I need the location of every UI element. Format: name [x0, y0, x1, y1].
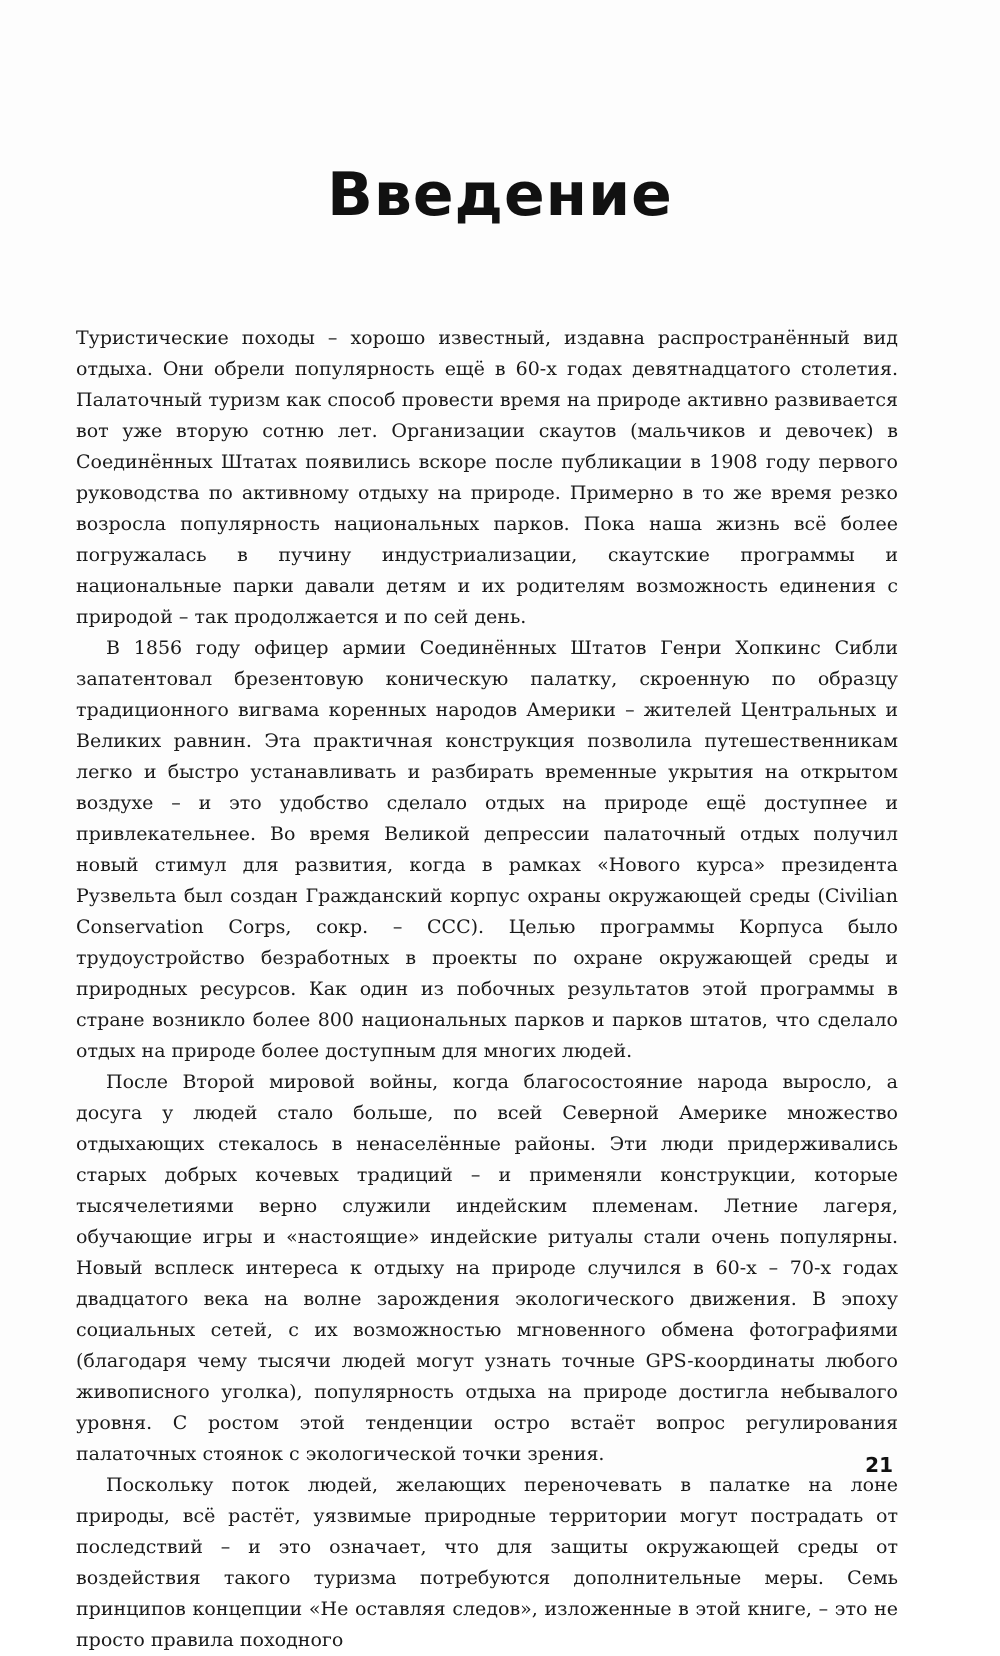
chapter-title: Введение — [327, 160, 673, 230]
paragraph: Туристические походы – хорошо известный, издавна распространённый вид отдыха. Они обрели популярность ещё в 60-х годах девятнадцатого столетия. Палаточный туризм как способ провести время на природе активно развивается вот уже вторую сотню лет. Организации скаутов (мальчиков и девочек) в Соединённых Штатах появились вскоре после публикации в 1908 году первого руководства по активному отдыху на природе. Примерно в то же время резко возросла популярность национальных парков. Пока наша жизнь всё более погружалась в пучину индустриализации, скаутские программы и национальные парки давали детям и их родителям возможность единения с природой – так продолжается и по сей день. — [76, 327, 898, 628]
paragraph: После Второй мировой войны, когда благосостояние народа выросло, а досуга у людей стало больше, по всей Северной Америке множество отдыхающих стекалось в ненаселённые районы. Эти люди придерживались старых добрых кочевых традиций – и применяли конструкции, которые тысячелетиями верно служили индейским племенам. Летние лагеря, обучающие игры и «настоящие» индейские ритуалы стали очень популярны. Новый всплеск интереса к отдыху на природе случился в 60-х – 70-х годах двадцатого века на волне зарождения экологического движения. В эпоху социальных сетей, с их возможностью мгновенного обмена фотографиями (благодаря чему тысячи людей могут узнать точные GPS-координаты любого живописного уголка), популярность отдыха на природе достигла небывалого уровня. С ростом этой тенденции остро встаёт вопрос регулирования палаточных стоянок с экологической точки зрения. — [76, 1071, 898, 1465]
page-number: 21 — [865, 1453, 893, 1477]
paragraph: Поскольку поток людей, желающих переночевать в палатке на лоне природы, всё растёт, уязвимые природные территории могут пострадать от последствий – и это означает, что для защиты окружающей среды от воздействия такого туризма потребуются дополнительные меры. Семь принципов концепции «Не оставляя следов», изложенные в этой книге, – это не просто правила походного — [76, 1474, 898, 1651]
body-text — [76, 323, 898, 1656]
paragraph: В 1856 году офицер армии Соединённых Штатов Генри Хопкинс Сибли запатентовал брезентовую коническую палатку, скроенную по образцу традиционного вигвама коренных народов Америки – жителей Центральных и Великих равнин. Эта практичная конструкция позволила путешественникам легко и быстро устанавливать и разбирать временные укрытия на открытом воздухе – и это удобство сделало отдых на природе ещё доступнее и привлекательнее. Во время Великой депрессии палаточный отдых получил новый стимул для развития, когда в рамках «Нового курса» президента Рузвельта был создан Гражданский корпус охраны окружающей среды (Civilian Conservation Corps, сокр. – CCC). Целью программы Корпуса было трудоустройство безработных в проекты по охране окружающей среды и природных ресурсов. Как один из побочных результатов этой программы в стране возникло более 800 национальных парков и парков штатов, что сделало отдых на природе более доступным для многих людей. — [76, 637, 898, 1062]
